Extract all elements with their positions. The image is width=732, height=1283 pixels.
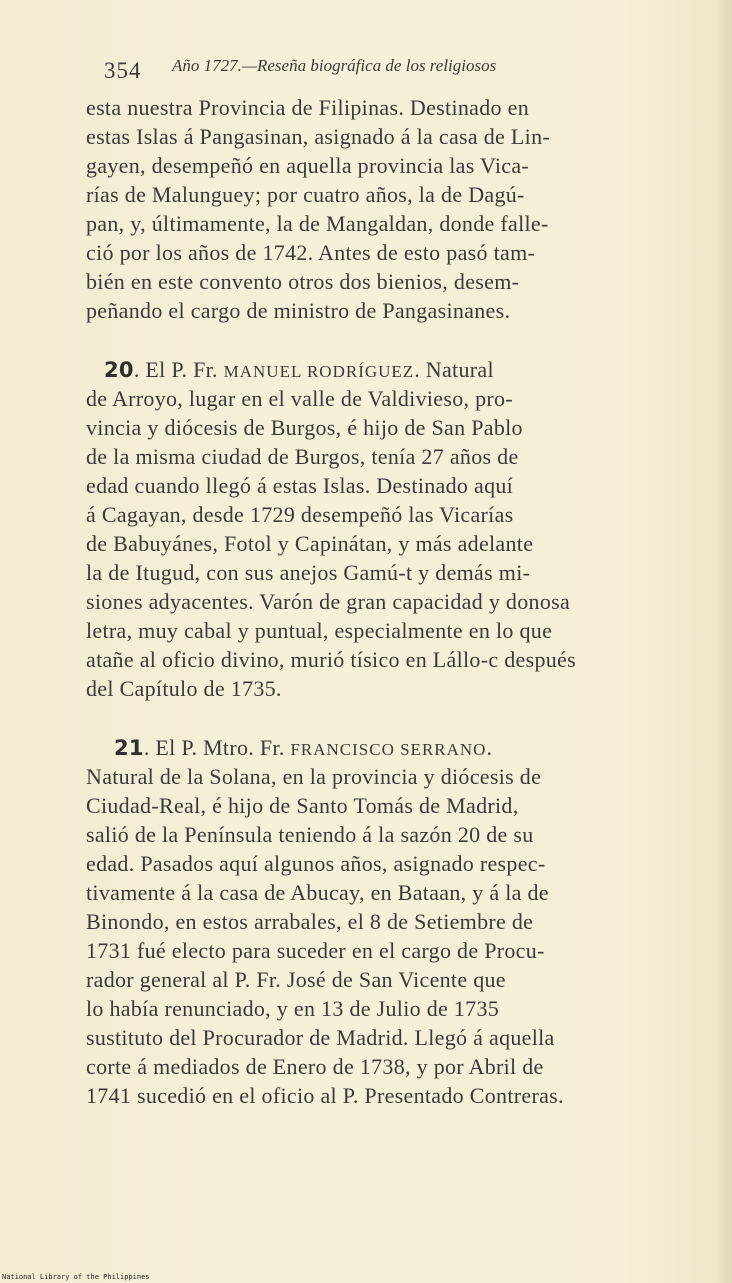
text-line: lo había renunciado, y en 13 de Julio de 1735 (86, 996, 500, 1021)
text-line: del Capítulo de 1735. (86, 676, 282, 701)
text-line: letra, muy cabal y puntual, especialmente en lo que (86, 618, 553, 643)
text-line: Ciudad-Real, é hijo de Santo Tomás de Madrid, (86, 793, 519, 818)
person-name: FRANCISCO SERRANO (290, 740, 487, 759)
text-line: á Cagayan, desde 1729 desempeñó las Vicarías (86, 502, 514, 527)
text-line: rías de Malunguey; por cuatro años, la de Dagú- (86, 182, 525, 207)
text-line: Natural de la Solana, en la provincia y diócesis de (86, 764, 542, 789)
text-line: pan, y, últimamente, la de Mangaldan, donde falle- (86, 211, 549, 236)
text-line: 1731 fué electo para suceder en el cargo de Procu- (86, 938, 545, 963)
paragraph-number: 21 (114, 736, 144, 760)
first-line-suffix: . Natural (414, 357, 494, 382)
paragraph-intro (86, 93, 656, 325)
first-line-prefix: . El P. Mtro. Fr. (143, 735, 291, 760)
first-line-suffix: . (486, 735, 493, 760)
text-line: bién en este convento otros dos bienios, desem- (86, 269, 520, 294)
text-line: esta nuestra Provincia de Filipinas. Destinado en (86, 95, 529, 120)
text-line: corte á mediados de Enero de 1738, y por Abril de (86, 1054, 544, 1079)
text-line: edad. Pasados aquí algunos años, asignado respec- (86, 851, 546, 876)
text-line: salió de la Península teniendo á la sazón 20 de su (86, 822, 534, 847)
paragraph-20 (86, 355, 656, 703)
text-line: estas Islas á Pangasinan, asignado á la casa de Lin- (86, 124, 550, 149)
paragraph-first-line (86, 355, 656, 384)
paragraph-number: 20 (104, 358, 134, 382)
text-line: tivamente á la casa de Abucay, en Bataan, y á la de (86, 880, 549, 905)
text-line: de Babuyánes, Fotol y Capinátan, y más adelante (86, 531, 534, 556)
running-head (104, 56, 664, 86)
text-line: ció por los años de 1742. Antes de esto pasó tam- (86, 240, 536, 265)
text-line: de Arroyo, lugar en el valle de Valdivieso, pro- (86, 386, 513, 411)
header-title: Año 1727.—Reseña biográfica de los religiosos (172, 56, 497, 75)
page-number: 354 (104, 58, 142, 83)
page-edge-shadow (714, 0, 732, 1283)
text-line: Binondo, en estos arrabales, el 8 de Setiembre de (86, 909, 534, 934)
text-line: sustituto del Procurador de Madrid. Llegó á aquella (86, 1025, 555, 1050)
text-line: siones adyacentes. Varón de gran capacidad y donosa (86, 589, 571, 614)
text-line: 1741 sucedió en el oficio al P. Presentado Contreras. (86, 1083, 564, 1108)
text-line: gayen, desempeñó en aquella provincia las Vica- (86, 153, 530, 178)
text-line: edad cuando llegó á estas Islas. Destinado aquí (86, 473, 514, 498)
text-line: de la misma ciudad de Burgos, tenía 27 años de (86, 444, 519, 469)
paragraph-21 (86, 733, 656, 1110)
text-line: peñando el cargo de ministro de Pangasinanes. (86, 298, 511, 323)
first-line-prefix: . El P. Fr. (133, 357, 224, 382)
text-line: atañe al oficio divino, murió tísico en Lállo-c después (86, 647, 576, 672)
person-name: MANUEL RODRÍGUEZ (223, 362, 415, 381)
text-line: la de Itugud, con sus anejos Gamú-t y demás mi- (86, 560, 531, 585)
text-line: vincia y diócesis de Burgos, é hijo de San Pablo (86, 415, 523, 440)
library-credit: National Library of the Philippines (2, 1273, 150, 1281)
paragraph-first-line (86, 733, 656, 762)
text-line: rador general al P. Fr. José de San Vicente que (86, 967, 506, 992)
